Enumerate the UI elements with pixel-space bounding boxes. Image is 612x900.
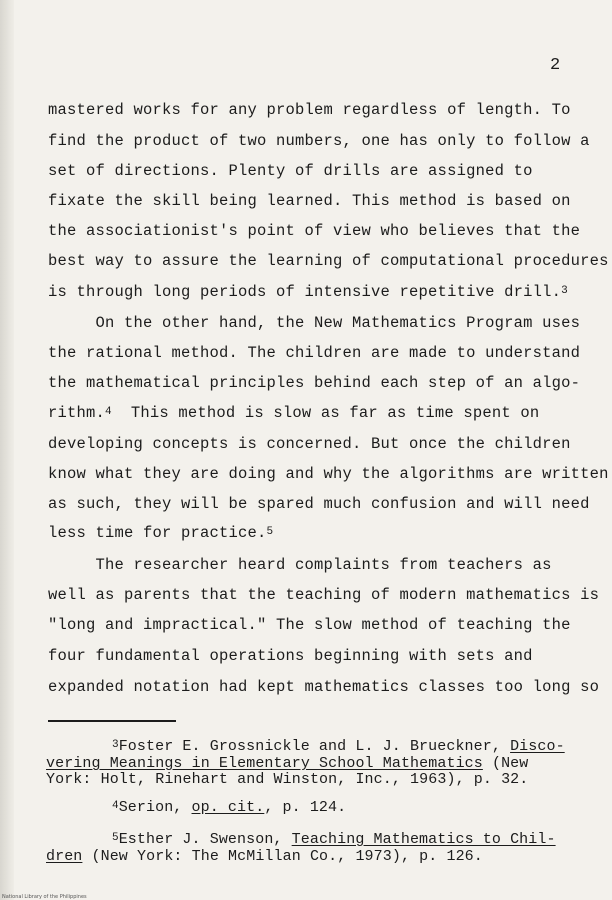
page-edge <box>0 0 14 900</box>
footnote-text: Foster E. Grossnickle and L. J. Brueckner, <box>118 738 511 755</box>
footnote-5-cont <box>46 848 483 865</box>
text-line <box>48 283 568 301</box>
footnote-3 <box>112 738 565 755</box>
book-title: Disco- <box>510 738 565 755</box>
book-title: Teaching Mathematics to Chil- <box>291 831 556 848</box>
text-line: the mathematical principles behind each step of an algo- <box>48 374 581 392</box>
text-line: "long and impractical." The slow method of teaching the <box>48 616 571 634</box>
text-segment: is through long periods of intensive repetitive drill. <box>48 283 562 301</box>
text-line <box>48 524 273 542</box>
footnote-mark: 4 <box>112 800 119 812</box>
footnote-5 <box>112 831 556 848</box>
scan-footer: National Library of the Philippines <box>2 894 87 900</box>
text-line: four fundamental operations beginning with sets and <box>48 647 533 665</box>
footnote-3-cont: York: Holt, Rinehart and Winston, Inc., 1963), p. 32. <box>46 771 529 788</box>
footnote-ref-3: 3 <box>561 285 568 297</box>
footnote-mark: 3 <box>112 739 119 751</box>
text-line: set of directions. Plenty of drills are assigned to <box>48 162 533 180</box>
book-title: vering Meanings in Elementary School Mathematics <box>46 755 483 772</box>
text-segment: This method is slow as far as time spent on <box>111 404 540 422</box>
text-line: expanded notation had kept mathematics classes too long so <box>48 678 600 696</box>
footnote-text: Esther J. Swenson, <box>118 831 292 848</box>
footnote-text: (New York: The McMillan Co., 1973), p. 126. <box>82 848 483 865</box>
page-number: 2 <box>550 56 561 75</box>
footnote-3-cont <box>46 755 528 772</box>
text-line <box>48 404 539 422</box>
footnote-4 <box>112 799 346 816</box>
footnote-ref-4: 4 <box>105 406 112 418</box>
text-line: well as parents that the teaching of modern mathematics is <box>48 586 600 604</box>
footnote-divider <box>48 720 176 722</box>
book-title: dren <box>46 848 83 865</box>
text-line: fixate the skill being learned. This method is based on <box>48 192 571 210</box>
text-line: know what they are doing and why the algorithms are written <box>48 465 609 483</box>
text-line: as such, they will be spared much confusion and will need <box>48 495 590 513</box>
text-line: best way to assure the learning of computational procedures <box>48 252 609 270</box>
text-line: find the product of two numbers, one has only to follow a <box>48 132 590 150</box>
footnote-ref-5: 5 <box>266 526 274 538</box>
text-line: mastered works for any problem regardless of length. To <box>48 101 571 119</box>
footnote-text: (New <box>482 755 529 772</box>
footnote-text: Serion, <box>118 799 192 816</box>
text-segment: rithm. <box>48 404 106 422</box>
footnote-mark: 5 <box>112 832 119 844</box>
text-line: developing concepts is concerned. But once the children <box>48 435 571 453</box>
text-line: The researcher heard complaints from teachers as <box>48 556 552 574</box>
text-line: On the other hand, the New Mathematics Program uses <box>48 314 581 332</box>
text-segment: less time for practice. <box>48 524 267 542</box>
text-line: the rational method. The children are made to understand <box>48 344 581 362</box>
text-line: the associationist's point of view who believes that the <box>48 222 581 240</box>
footnote-text: , p. 124. <box>264 799 347 816</box>
op-cit: op. cit. <box>191 799 265 816</box>
